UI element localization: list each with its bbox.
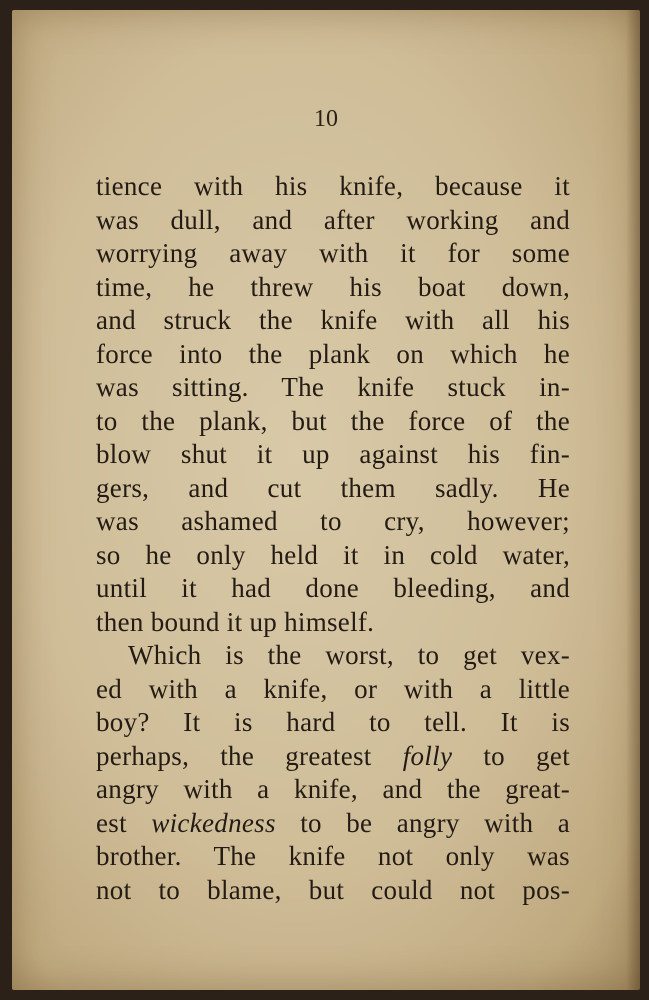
- text-line: worrying away with it for some: [96, 238, 570, 268]
- body-text: [96, 170, 570, 907]
- text-line: not to blame, but could not pos-: [96, 874, 570, 905]
- text-line: was ashamed to cry, however;: [96, 506, 570, 536]
- text-line: was sitting. The knife stuck in-: [96, 372, 570, 402]
- text-line: angry with a knife, and the great-: [96, 774, 570, 804]
- book-page: [12, 10, 640, 990]
- text-line: was dull, and after working and: [96, 204, 570, 235]
- emphasis-wickedness: wickedness: [151, 807, 276, 838]
- text-line: until it had done bleeding, and: [96, 573, 570, 603]
- text-line: boy? It is hard to tell. It is: [96, 707, 570, 737]
- text-line: and struck the knife with all his: [96, 305, 570, 335]
- text-line: to the plank, but the force of the: [96, 405, 570, 436]
- text-line: brother. The knife not only was: [96, 841, 570, 871]
- text-line: so he only held it in cold water,: [96, 539, 570, 570]
- text-line: blow shut it up against his fin-: [96, 439, 570, 469]
- text-line: tience with his knife, because it: [96, 171, 570, 201]
- text-line: force into the plank on which he: [96, 338, 570, 369]
- text-line: ed with a knife, or with a little: [96, 673, 570, 704]
- text-line: perhaps, the greatest folly to get: [96, 740, 570, 771]
- text-line: est wickedness to be angry with a: [96, 807, 570, 838]
- text-line: time, he threw his boat down,: [96, 271, 570, 302]
- text-line: then bound it up himself.: [96, 606, 375, 637]
- text-line: Which is the worst, to get vex-: [128, 640, 570, 670]
- emphasis-folly: folly: [402, 740, 453, 771]
- page-number: 10: [314, 106, 338, 132]
- text-line: gers, and cut them sadly. He: [96, 472, 570, 503]
